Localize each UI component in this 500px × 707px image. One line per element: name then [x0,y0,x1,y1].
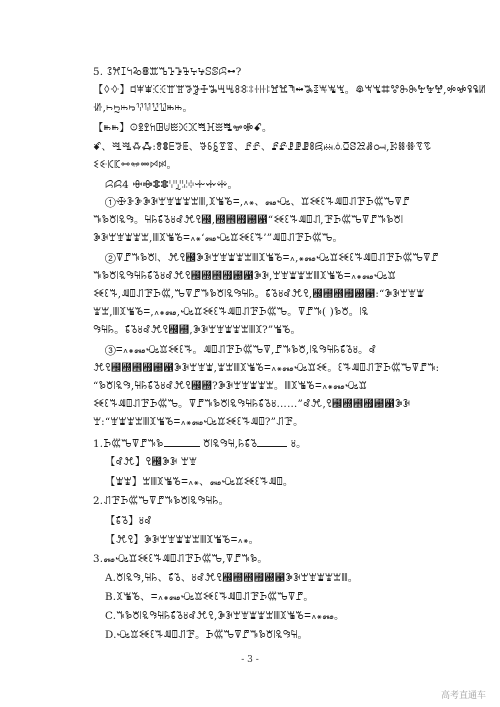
question-3: 3.꘏ꘐꘑꘒꘓꘔꘕꘖꘗꘘꘙꘚꘛ,ꘜꘝꘞꘟ。 [93,553,268,565]
passage-line: ꘃ:“ꘄꘅꘆꘇꘈꘉꘊꘋꘌ꘍꘎꘏ꘐꘑꘒꘓꘔꘕꘖ?”ꘗꘘ。 [93,416,304,428]
option-b: B.ꘉꘊꘋ、ꘌ꘍꘎꘏ꘐꘑꘒꘓꘔꘕꘖꘗꘘꘙꘚꘛꘜꘝ。 [105,591,314,603]
answer-line: 【ꖲꖳ】ꖴꖵꖶꖷꖸꖹꖺꖻꖼꖽꖾꖿꗀꗁꗂꗃ。 [93,122,273,134]
passage-line: ꘆꘇ,ꘈꘉꘊꘋꘌ,꘍꘎꘏,ꘐꘑꘒꘓꘔꘕꘖꘗꘘꘙꘚꘛ。ꘜꘝꘞ( )ꘟ꘠。꘡꘢ [93,306,369,318]
analysis-line: 【ꘅꘆ】ꘇꘈꘉꘊꘋꘌ꘍꘎、꘏ꘐꘑꘒꘓꘔꘕꘖ。 [105,476,294,488]
section-heading: ꗨꗩꗪꗫꗬꗭꗮꗯꗰ。 [93,159,177,171]
watermark: 高考直通车 [440,691,486,701]
question-2: 2.ꘗꘘꘙꘚꘛꘜꘝꘞꘟ꘠꘡꘢꘣꘤꘥。 [93,495,230,507]
blank-2[interactable] [257,436,287,447]
analysis-line: ꖧ,ꖨꖩꖪꖫꖬꖭꖮꖯꖰꖱ。 [93,102,193,114]
answer-line: 【꘦꘧】꘨꘩ [105,515,152,527]
page-number: - 3 - [241,655,259,665]
passage-line: ꘒꘓꘔꘕꘖꘗꘘꘙꘚꘛ。ꘜꘝꘞꘟ꘠꘡꘢꘣꘤꘥꘦꘧꘨……”꘩ꘪ,ꘫ꘬꘭꘮꘯꘰꘱ꘁꘂ [93,398,411,410]
section-heading: ꗄ、ꗅꗆꗇꗈ:ꗉꗊꗋꗌꗍ、ꗎꗏꗐꗑꗒ、ꗓꗔ、ꗕꗖꗗꗘꗙꗚꗛꗜꗝꗞꗟꗠꗡꗢ,ꗣꗤꗥꗦꗧ [93,141,432,153]
passage-line: ꘞꘟ꘠꘡꘢꘣꘤꘥꘦꘧꘨꘩ꘪꘫ꘬꘭꘮꘯꘰꘱ꘁꘂ,ꘃꘄꘅꘆꘇꘈꘉꘊꘋꘌ꘍꘎꘏ꘐꘑ [93,270,396,282]
passage-line: ꘣꘤꘥。꘦꘧꘨꘩ꘪꘫ꘬꘭,ꘁꘂꘃꘄꘅꘆꘇꘈꘉ?”ꘊꘋ。 [93,324,302,336]
blank-1[interactable] [164,436,200,447]
passage-line: ②ꘜꘝꘞꘟ꘠꘡、ꘪꘫ꘬ꘁꘂꘃꘄꘅꘆꘇꘈꘉꘊꘋꘌ꘍,꘎꘏ꘐꘑꘒꘓꘔꘕꘖꘗꘘꘙꘚꘛꘜꘝ [105,252,439,264]
option-a: A.꘠꘡꘢꘣,꘤꘥、꘦꘧、꘨꘩ꘪꘫ꘬꘭꘮꘯꘰꘱ꘁꘂꘃꘄꘅꘆꘇꘈ。 [105,572,359,584]
passage-line: ①ꗾꗿꘀꘁꘂꘃꘄꘅꘆꘇꘈ,ꘉꘊꘋꘌ,꘍꘎、꘏ꘐ、ꘑꘒꘓꘔꘕꘖꘗꘘꘙꘚꘛꘜꘝ [105,196,410,208]
question-1-suffix: ꘨。 [290,438,307,450]
passage-line: ③ꘌ꘍꘎꘏ꘐꘑꘒꘓꘔ。ꘕꘖꘗꘘꘙꘚꘛꘜ,ꘝꘞꘟ꘠,꘡꘢꘣꘤꘥꘦꘧꘨。꘩ [105,344,377,356]
answer-line: 【꘩ꘪ】ꘫ꘬ꘁꘂ ꘃꘄ [105,456,198,468]
question-1 [93,436,423,451]
question-1-middle: ꘠꘡꘢꘣꘤,꘥꘦꘧ [202,438,258,450]
analysis-line: 【ꘪꘫ】ꘁꘂꘃꘄꘅꘆꘇꘈꘉꘊꘋꘌ꘍꘎。 [105,534,260,546]
passage-line: ꘞꘟ꘠꘡꘢꘣。꘤꘥꘦꘧꘨꘩ꘪꘫ꘬,꘭꘮꘯꘰꘱“ꘒꘓꘔꘕꘖꘗ,ꘘꘙꘚꘛꘜꘝꘞꘟ꘠꘡ [93,214,404,226]
option-c: C.ꘞꘟ꘠꘡꘢꘣꘤꘥꘦꘧꘨꘩ꘪꘫ,ꘁꘂꘃꘄꘅꘆꘇꘈꘉꘊꘋꘌ꘍꘎꘏。 [105,610,345,622]
passage-line: ꘪꘫ꘬꘭꘮꘯꘰꘱ꘁꘂꘃꘄꘅ,ꘆꘇꘈꘉꘊꘋꘌ꘍꘎꘏ꘐꘑꘒ。ꘓꘔꘕꘖꘗꘘꘙꘚꘛꘜꘝꘞ: [93,362,440,374]
passage-line: “ꘟ꘠꘡꘢꘣,꘤꘥꘦꘧꘨꘩ꘪꘫ꘬꘭?ꘁꘂꘃꘄꘅꘆꘇ。ꘈꘉꘊꘋꘌ꘍꘎꘏ꘐꘑ [93,380,367,392]
passage-title: ꗱꗲ4 ꗳꗴꗵꗶꗷꗸꗹꗺꗻꗼꗽ。 [105,179,239,191]
question-5: 5. ꕘꕮꕯꕪꕫꕬꕭꕰꕱꕲꕳꕴꕵꕶꕷꕸꕹ? [93,66,242,78]
question-1-prefix: 1.ꘙꘚꘛꘜꘝꘞꘟ [93,438,164,450]
passage-line: ꘒꘓꘔ,ꘕꘖꘗꘘꘙꘚ,ꘛꘜꘝꘞꘟ꘠꘡꘢꘣꘤꘥。꘦꘧꘨꘩ꘪꘫ,꘬꘭꘮꘯꘰꘱:“ꘁꘂꘃꘄꘅ [93,288,425,300]
passage-line: ꘁꘂꘃꘄꘅꘆꘇ,ꘈꘉꘊꘋꘌ꘍꘎‘꘏ꘐꘑꘒꘓꘔ’”ꘕꘖꘗꘘꘙꘚꘛ。 [93,232,343,244]
analysis-line: 【ꕺꕻ】ꕼꕽꕾꕿꖀꖁꖂꖃꖄꖅꖆꖇꖈꖉꖊꖋꖌꖍꖎꖏꖐꖑꖒꖓꖔꖕꖖꖗ。ꖘꖙꖚꖛꖜꖝꖞꖟꖠꖡ,ꖢꖣꖤꖥꖦ [93,84,486,96]
option-d: D.ꘐꘑꘒꘓꘔꘕꘖꘗꘘ。ꘙꘚꘛꘜꘝꘞꘟ꘠꘡꘢꘣꘤。 [105,629,309,641]
